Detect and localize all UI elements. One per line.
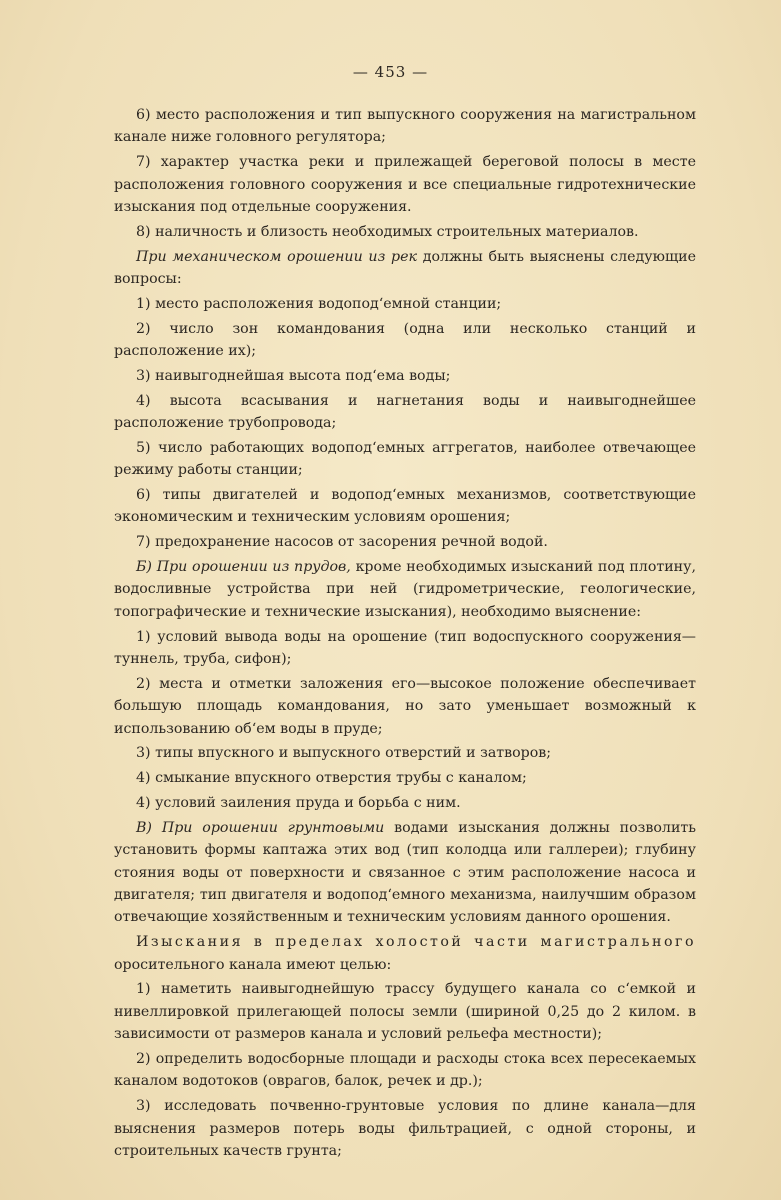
paragraph <box>114 742 696 764</box>
paragraph <box>114 673 696 740</box>
paragraph-text: 5) число работающих водопод‘емных аггрегатов, наиболее отвечающее режиму работы станции; <box>114 439 696 479</box>
paragraph <box>114 104 696 149</box>
paragraph <box>114 293 696 315</box>
paragraph-text: 2) места и отметки заложения его—высокое положение обеспечивает большую площадь командования, но зато уменьшает возможный к использованию об‘ем воды в пруде; <box>114 675 696 737</box>
paragraph-text: 1) наметить наивыгоднейшую трассу будущего канала со с‘емкой и нивеллировкой прилегающей полосы земли (шириной 0,25 до 2 килом. в зависимости от размеров канала и условий рельефа местности); <box>114 981 696 1043</box>
paragraph-text: 4) условий заиления пруда и борьба с ним. <box>136 795 461 812</box>
paragraph <box>114 484 696 529</box>
paragraph <box>114 365 696 387</box>
paragraph-text: 2) определить водосборные площади и расходы стока всех пересекаемых каналом водотоков (оврагов, балок, речек и др.); <box>114 1051 696 1090</box>
page-number: — 453 — <box>352 63 429 81</box>
paragraph <box>114 531 696 553</box>
paragraph <box>114 221 696 243</box>
paragraph-text: водами изыскания должны позволить установить формы каптажа этих вод (тип колодца или галлереи); глубину стояния воды от поверхности и связанное с этим расположение насоса и двигателя; тип двигателя и водопод‘емного механизма, наилучшим образом отвечающие хозяйственным и техническим условиям данного орошения. <box>114 819 696 926</box>
document-body <box>114 104 696 1165</box>
paragraph-text: 6) типы двигателей и водопод‘емных механизмов, соответствующие экономическим и техническим условиям орошения; <box>114 487 696 526</box>
paragraph <box>114 767 696 789</box>
paragraph-text: 7) характер участка реки и прилежащей береговой полосы в месте расположения головного сооружения и все специальные гидротехнические изыскания под отдельные сооружения. <box>114 154 696 216</box>
paragraph-text: кроме необходимых изысканий под плотину, водосливные устройства при ней (гидрометрические, геологические, топографические и технические изыскания), необходимо выяснение: <box>114 559 696 620</box>
paragraph-text: 7) предохранение насосов от засорения речной водой. <box>136 534 548 551</box>
spaced-heading: Изыскания в пределах холостой части магистрального <box>136 934 696 951</box>
paragraph-text: 1) условий вывода воды на орошение (тип водоспускного сооружения—туннель, труба, сифон); <box>114 628 696 668</box>
paragraph <box>114 978 696 1045</box>
paragraph-text: 3) наивыгоднейшая высота под‘ема воды; <box>136 367 451 384</box>
paragraph <box>114 390 696 435</box>
paragraph-text: 8) наличность и близость необходимых строительных материалов. <box>136 223 639 240</box>
italic-heading: При механическом орошении из рек <box>136 248 417 265</box>
paragraph-text: 3) исследовать почвенно-грунтовые условия по длине канала—для выяснения размеров потерь воды фильтрацией, с одной стороны, и строительных качеств грунта; <box>114 1098 696 1160</box>
paragraph <box>114 817 696 929</box>
paragraph <box>114 151 696 218</box>
paragraph <box>114 556 696 623</box>
paragraph-text: должны быть выяснены следующие вопросы: <box>114 248 696 288</box>
paragraph <box>114 1048 696 1093</box>
italic-heading: Б) При орошении из прудов, <box>136 559 351 576</box>
paragraph-text: 1) место расположения водопод‘емной станции; <box>136 295 502 312</box>
paragraph-text: 2) число зон командования (одна или несколько станций и расположение их); <box>114 320 696 360</box>
paragraph <box>114 437 696 482</box>
paragraph-text: 6) место расположения и тип выпускного сооружения на магистральном канале ниже головного регулятора; <box>114 107 696 146</box>
paragraph-text: 4) смыкание впускного отверстия трубы с каналом; <box>136 770 527 787</box>
paragraph-text: 4) высота всасывания и нагнетания воды и наивыгоднейшее расположение трубопровода; <box>114 392 696 432</box>
paragraph <box>114 792 696 814</box>
paragraph <box>114 626 696 671</box>
paragraph-text: 3) типы впускного и выпускного отверстий и затворов; <box>136 745 552 762</box>
paragraph-text: оросительного канала имеют целью: <box>114 956 392 973</box>
paragraph <box>114 318 696 363</box>
paragraph <box>114 246 696 291</box>
paragraph <box>114 931 696 976</box>
paragraph <box>114 1095 696 1162</box>
italic-heading: В) При орошении грунтовыми <box>136 819 385 836</box>
